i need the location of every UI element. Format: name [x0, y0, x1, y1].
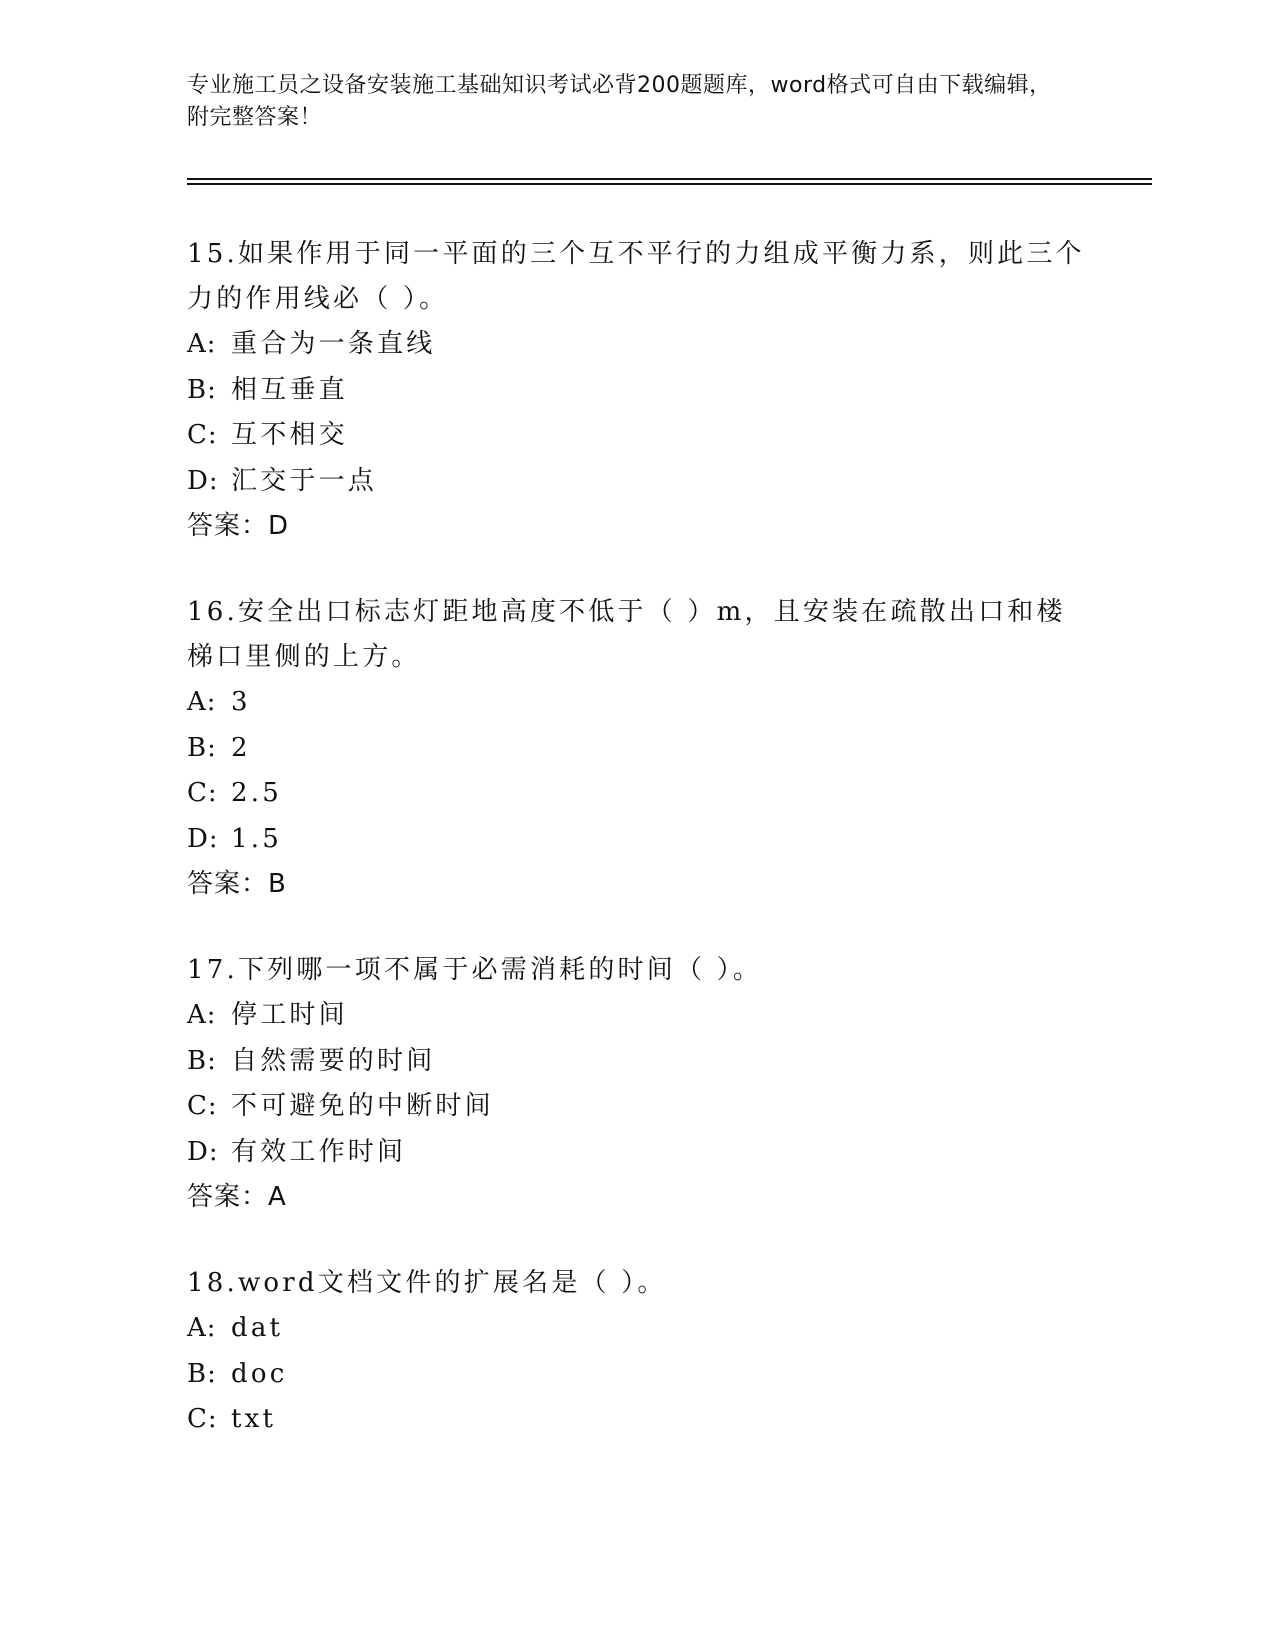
option-text: txt [231, 1404, 277, 1434]
question-option [187, 771, 1087, 817]
question-stem: 18.word文档文件的扩展名是（ ）。 [187, 1268, 667, 1298]
option-letter: C: [187, 778, 218, 808]
option-text: 汇交于一点 [231, 465, 378, 496]
question-option [187, 368, 1087, 414]
option-text: 自然需要的时间 [231, 1045, 436, 1076]
question-option [187, 1352, 1087, 1398]
question-list [187, 232, 1087, 1484]
option-text: 2 [231, 732, 251, 763]
question-option [187, 726, 1087, 772]
question-block [187, 1261, 1087, 1443]
question-block [187, 590, 1087, 907]
option-letter: A: [187, 329, 217, 359]
option-text: 停工时间 [231, 1000, 348, 1030]
header-divider-bottom [187, 183, 1152, 185]
option-letter: C: [187, 420, 218, 450]
option-text: 3 [231, 687, 251, 717]
option-text: 有效工作时间 [231, 1136, 407, 1167]
question-option [187, 1039, 1087, 1085]
header-divider-top [187, 178, 1152, 180]
option-text: 重合为一条直线 [231, 329, 436, 359]
question-block [187, 232, 1087, 549]
option-letter: C: [187, 1404, 218, 1434]
question-option [187, 322, 1087, 368]
question-stem: 16.安全出口标志灯距地高度不低于（ ）m，且安装在疏散出口和楼梯口里侧的上方。 [187, 597, 1066, 672]
option-text: dat [231, 1313, 284, 1343]
option-text: 2.5 [231, 778, 282, 808]
option-letter: B: [187, 1358, 217, 1389]
option-letter: A: [187, 687, 217, 717]
question-option [187, 993, 1087, 1039]
question-option [187, 413, 1087, 459]
option-letter: D: [187, 1136, 219, 1167]
question-answer: 答案：D [187, 511, 290, 541]
option-text: doc [231, 1358, 288, 1389]
question-option [187, 817, 1087, 863]
question-stem: 17.下列哪一项不属于必需消耗的时间（ ）。 [187, 955, 763, 985]
option-letter: D: [187, 823, 219, 854]
question-option [187, 1130, 1087, 1176]
question-option [187, 1397, 1087, 1443]
option-letter: A: [187, 1313, 217, 1343]
option-letter: A: [187, 1000, 217, 1030]
question-answer: 答案：B [187, 869, 287, 899]
question-option [187, 1084, 1087, 1130]
question-option [187, 459, 1087, 505]
question-stem: 15.如果作用于同一平面的三个互不平行的力组成平衡力系，则此三个力的作用线必（ ）。 [187, 239, 1085, 314]
option-letter: B: [187, 1045, 217, 1076]
option-letter: C: [187, 1091, 218, 1121]
option-letter: B: [187, 732, 217, 763]
option-text: 不可避免的中断时间 [231, 1091, 494, 1121]
question-answer: 答案：A [187, 1182, 287, 1212]
option-text: 1.5 [231, 823, 282, 854]
question-option [187, 1306, 1087, 1352]
option-letter: D: [187, 465, 219, 496]
question-option [187, 680, 1087, 726]
option-text: 互不相交 [231, 420, 348, 450]
option-letter: B: [187, 374, 217, 405]
option-text: 相互垂直 [231, 374, 348, 405]
document-header-title: 专业施工员之设备安装施工基础知识考试必背200题题库，word格式可自由下载编辑，附完整答案！ [187, 73, 1052, 130]
question-block [187, 948, 1087, 1220]
